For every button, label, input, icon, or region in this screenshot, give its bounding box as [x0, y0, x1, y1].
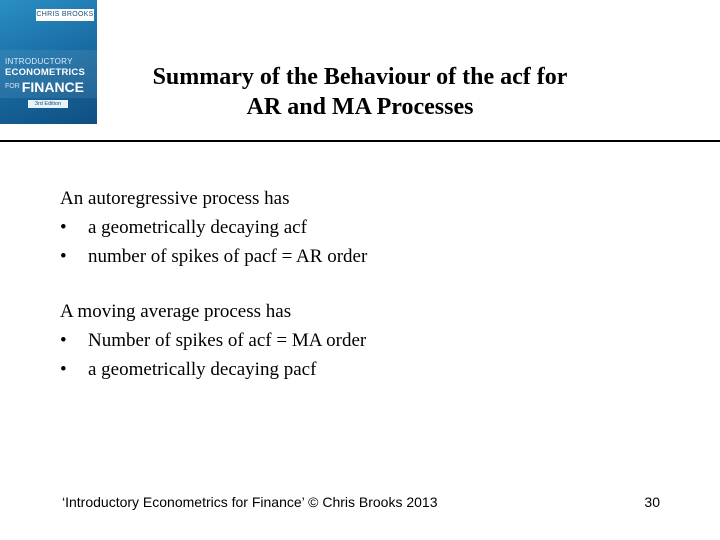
cover-title-line1: INTRODUCTORY	[5, 57, 73, 66]
bullet-text: Number of spikes of acf = MA order	[88, 330, 367, 351]
ma-process-section	[60, 297, 366, 384]
list-item	[60, 355, 366, 384]
bullet-icon: •	[60, 359, 67, 380]
bullet-icon: •	[60, 330, 67, 351]
list-item	[60, 213, 367, 242]
slide-title-line2: AR and MA Processes	[246, 94, 474, 120]
section-heading: A moving average process has	[60, 301, 292, 322]
cover-edition: 3rd Edition	[28, 100, 68, 108]
bullet-icon: •	[60, 217, 67, 238]
bullet-text: a geometrically decaying pacf	[88, 359, 317, 380]
bullet-text: a geometrically decaying acf	[88, 217, 307, 238]
bullet-text: number of spikes of pacf = AR order	[88, 246, 368, 267]
title-divider	[0, 140, 720, 142]
list-item	[60, 242, 367, 271]
slide-title	[100, 62, 620, 122]
cover-title-for: FOR	[5, 83, 20, 91]
cover-author: CHRIS BROOKS	[36, 9, 94, 21]
cover-title-finance: FINANCE	[21, 78, 85, 95]
footer-citation: ‘Introductory Econometrics for Finance’ © Chris Brooks 2013	[62, 494, 438, 510]
book-cover-image	[0, 0, 97, 124]
page-number: 30	[644, 494, 660, 510]
ar-process-section	[60, 184, 367, 271]
bullet-icon: •	[60, 246, 67, 267]
cover-title-line2: ECONOMETRICS	[5, 67, 85, 78]
slide-title-line1: Summary of the Behaviour of the acf for	[152, 64, 568, 90]
section-heading: An autoregressive process has	[60, 188, 290, 209]
list-item	[60, 326, 366, 355]
cover-title-line3	[5, 78, 97, 96]
